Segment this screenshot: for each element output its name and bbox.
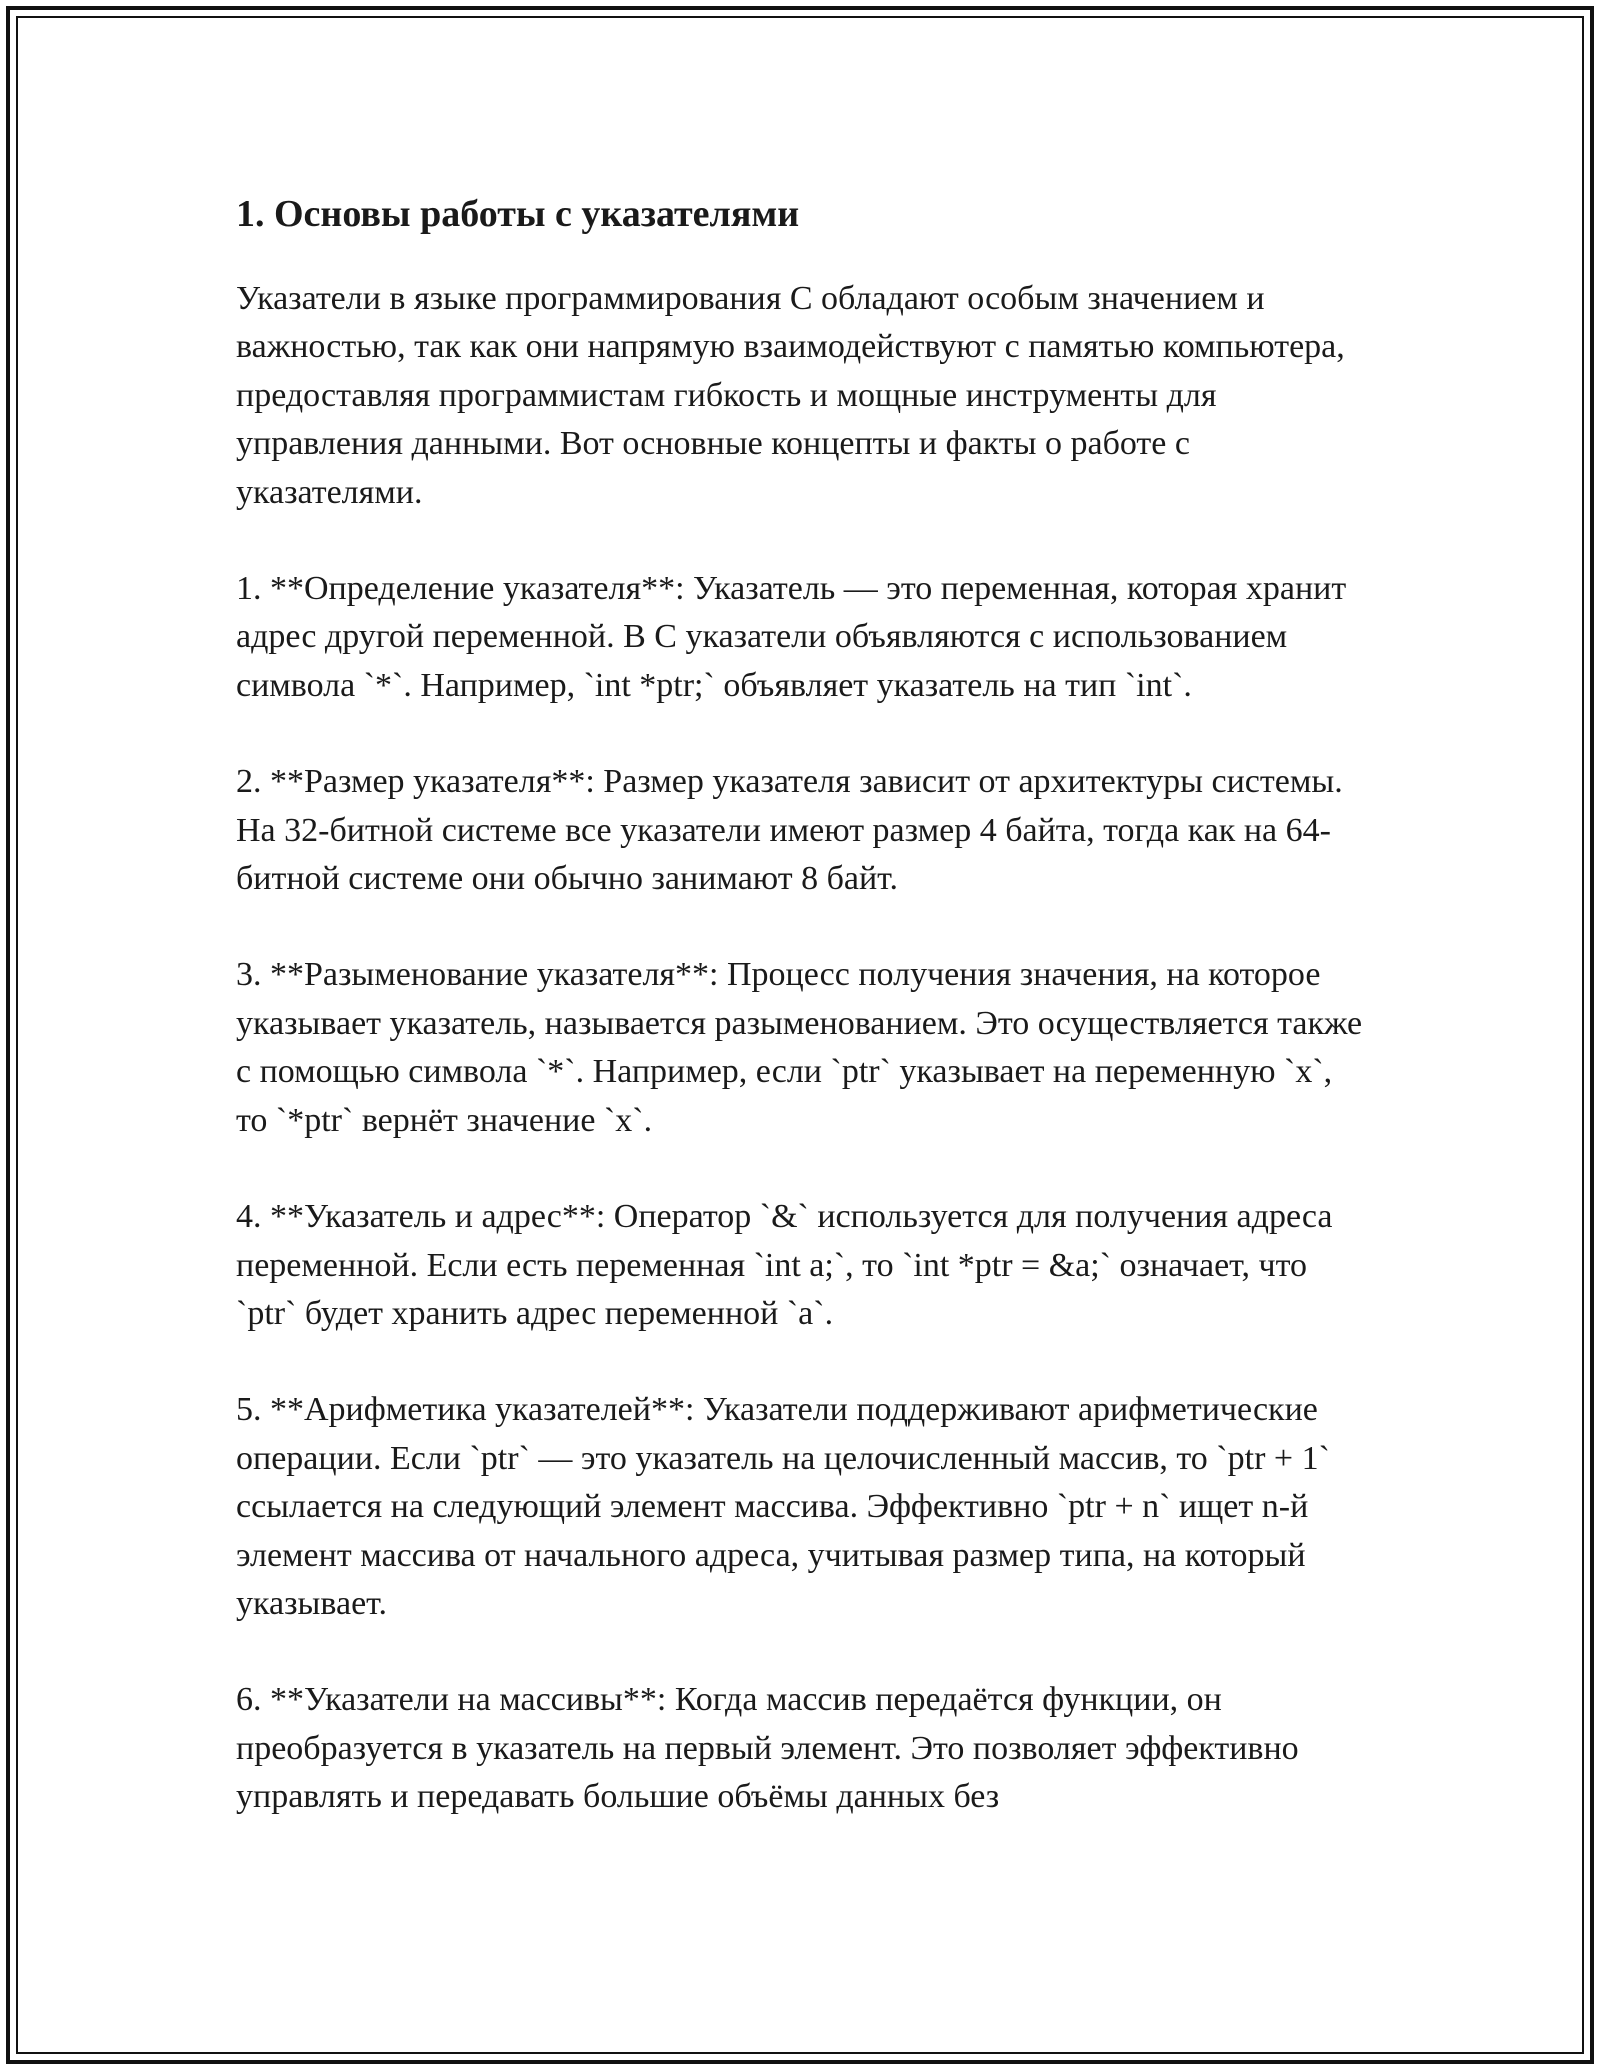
intro-paragraph: Указатели в языке программирования C обладают особым значением и важностью, так как они напрямую взаимодействуют с памятью компьютера, предоставляя программистам гибкость и мощные инструменты для управления данными. Вот основные концепты и факты о работе с указателями. (236, 280, 1345, 511)
section-heading: 1. Основы работы с указателями (236, 193, 800, 235)
paragraph-pointer-and-address: 4. **Указатель и адрес**: Оператор `&` используется для получения адреса переменной. Если есть переменная `int a;`, то `int *ptr = &a;` означает, что `ptr` будет хранить адрес переменной `a`. (236, 1198, 1333, 1332)
paragraph-pointer-definition: 1. **Определение указателя**: Указатель — это переменная, которая хранит адрес другой переменной. В C указатели объявляются с использованием символа `*`. Например, `int *ptr;` объявляет указатель на тип `int`. (236, 570, 1347, 704)
paragraph-pointer-size: 2. **Размер указателя**: Размер указателя зависит от архитектуры системы. На 32-битной системе все указатели имеют размер 4 байта, тогда как на 64-битной системе они обычно занимают 8 байт. (236, 763, 1343, 898)
document-body (236, 185, 1366, 1870)
paragraph-pointers-to-arrays: 6. **Указатели на массивы**: Когда массив передаётся функции, он преобразуется в указатель на первый элемент. Это позволяет эффективно управлять и передавать большие объёмы данных без (236, 1681, 1299, 1816)
paragraph-dereferencing: 3. **Разыменование указателя**: Процесс получения значения, на которое указывает указатель, называется разыменованием. Это осуществляется также с помощью символа `*`. Например, если `ptr` указывает на переменную `x`, то `*ptr` вернёт значение `x`. (236, 956, 1363, 1139)
paragraph-pointer-arithmetic: 5. **Арифметика указателей**: Указатели поддерживают арифметические операции. Если `ptr` — это указатель на целочисленный массив, то `ptr + 1` ссылается на следующий элемент массива. Эффективно `ptr + n` ищет n-й элемент массива от начального адреса, учитывая размер типа, на который указывает. (236, 1391, 1330, 1622)
